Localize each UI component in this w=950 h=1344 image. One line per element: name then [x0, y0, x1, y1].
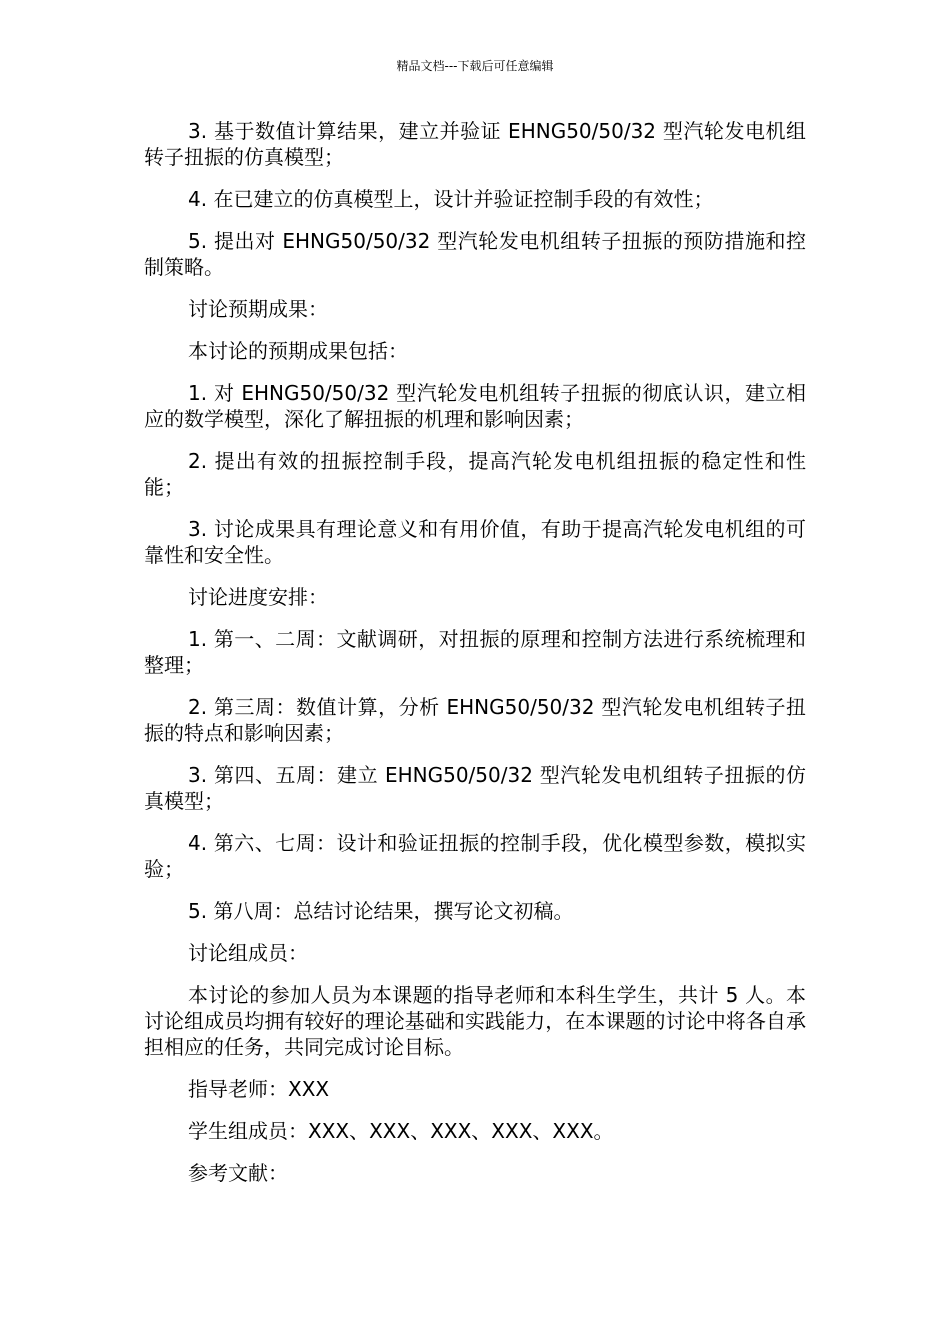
paragraph-advisor: 指导老师：XXX	[188, 1077, 330, 1101]
paragraph-result-1: 1. 对 EHNG50/50/32 型汽轮发电机组转子扭振的彻底认识，建立相应的数学模型，深化了解扭振的机理和影响因素；	[144, 381, 806, 431]
paragraph-step-5: 5. 提出对 EHNG50/50/32 型汽轮发电机组转子扭振的预防措施和控制策略。	[144, 229, 806, 279]
paragraph-result-3: 3. 讨论成果具有理论意义和有用价值，有助于提高汽轮发电机组的可靠性和安全性。	[144, 517, 806, 567]
paragraph-step-3: 3. 基于数值计算结果，建立并验证 EHNG50/50/32 型汽轮发电机组转子扭振的仿真模型；	[144, 119, 806, 169]
paragraph-schedule-2: 2. 第三周：数值计算，分析 EHNG50/50/32 型汽轮发电机组转子扭振的特点和影响因素；	[144, 695, 806, 745]
paragraph-schedule-4: 4. 第六、七周：设计和验证扭振的控制手段，优化模型参数，模拟实验；	[144, 831, 806, 881]
section-heading-references: 参考文献：	[188, 1161, 288, 1185]
section-heading-expected-results: 讨论预期成果：	[188, 297, 328, 321]
paragraph-schedule-1: 1. 第一、二周：文献调研，对扭振的原理和控制方法进行系统梳理和整理；	[144, 627, 806, 677]
paragraph-members-description: 本讨论的参加人员为本课题的指导老师和本科生学生，共计 5 人。本讨论组成员均拥有较好的理论基础和实践能力，在本课题的讨论中将各自承担相应的任务，共同完成讨论目标。	[144, 983, 806, 1059]
paragraph-step-4: 4. 在已建立的仿真模型上，设计并验证控制手段的有效性；	[188, 187, 714, 211]
paragraph-schedule-3: 3. 第四、五周：建立 EHNG50/50/32 型汽轮发电机组转子扭振的仿真模型；	[144, 763, 806, 813]
paragraph-results-intro: 本讨论的预期成果包括：	[188, 339, 408, 363]
paragraph-result-2: 2. 提出有效的扭振控制手段，提高汽轮发电机组扭振的稳定性和性能；	[144, 449, 806, 499]
page-header: 精品文档---下载后可任意编辑	[396, 59, 554, 73]
paragraph-student-members: 学生组成员：XXX、XXX、XXX、XXX、XXX。	[188, 1119, 614, 1143]
section-heading-members: 讨论组成员：	[188, 941, 308, 965]
document-body	[144, 118, 806, 1202]
paragraph-schedule-5: 5. 第八周：总结讨论结果，撰写论文初稿。	[188, 899, 574, 923]
section-heading-schedule: 讨论进度安排：	[188, 585, 328, 609]
